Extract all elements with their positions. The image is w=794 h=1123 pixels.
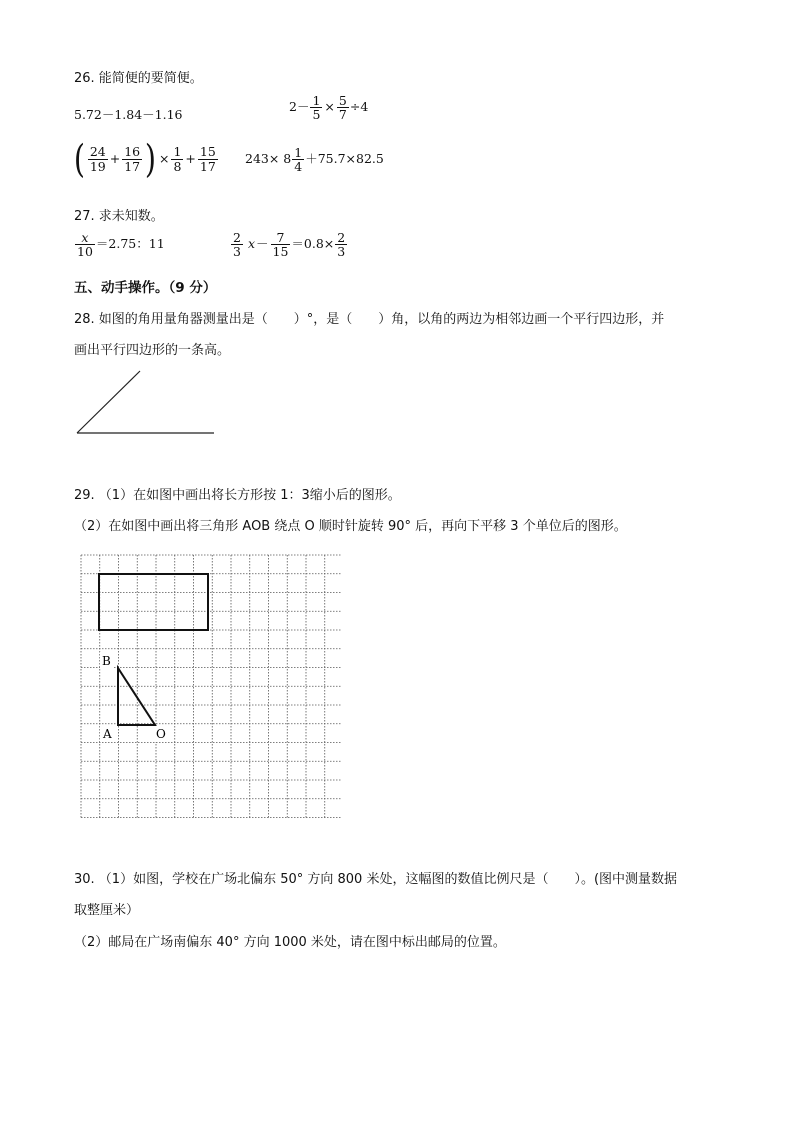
fraction: $\frac{1}{5}$ (312, 93, 321, 123)
q26-expression-4: 243× 8 $\frac{1}{4}$ ＋75.7×82.5 (245, 145, 384, 175)
fraction: $\frac{24}{19}$ (89, 144, 106, 174)
fraction: $\frac{2}{3}$ (233, 230, 241, 260)
q26-expression-1: 5.72－1.84－1.16 (74, 107, 183, 122)
fraction: $\frac{2}{3}$ (337, 230, 346, 260)
fraction: $\frac{1}{4}$ (294, 145, 303, 175)
q26-expression-2: 2－ $\frac{1}{5}$ × $\frac{5}{7}$ ÷4 (289, 93, 369, 123)
q27-equation-2: $\frac{2}{3}$ x－ $\frac{7}{15}$ ＝0.8× $\frac{2}{3}$ (233, 230, 346, 260)
grid-lines (81, 555, 341, 818)
fraction: $\frac{16}{17}$ (124, 144, 141, 174)
q28-text-line-2: 画出平行四边形的一条高。 (74, 343, 231, 358)
point-label-a: A (103, 727, 112, 741)
fraction: $\frac{1}{8}$ (173, 144, 182, 174)
q29-text-line-2: （2）在如图中画出将三角形 AOB 绕点 O 顺时针旋转 90° 后，再向下平移 3 个单位后的图形。 (74, 519, 627, 534)
fraction: $\frac{15}{17}$ (199, 144, 216, 174)
q28-text-line-1: 28. 如图的角用量角器测量出是（ ）°，是（ ）角，以角的两边为相邻边画一个平行四边形，并 (74, 312, 665, 327)
fraction: $\frac{7}{15}$ (272, 230, 289, 260)
fraction: $\frac{x}{10}$ (77, 230, 93, 260)
q30-text-line-3: （2）邮局在广场南偏东 40° 方向 1000 米处，请在图中标出邮局的位置。 (74, 935, 506, 950)
triangle-aob (118, 668, 155, 725)
q27-title: 27. 求未知数。 (74, 209, 164, 224)
q30-text-line-1: 30. （1）如图，学校在广场北偏东 50° 方向 800 米处，这幅图的数值比例尺是（ ）。(图中测量数据 (74, 872, 678, 887)
point-label-o: O (156, 727, 166, 741)
q26-expression-3: ( $\frac{24}{19}$ + $\frac{16}{17}$ ) × $\frac{1}{8}$ + $\frac{15}{17}$ (73, 137, 216, 181)
q30-text-line-2: 取整厘米） (74, 903, 140, 918)
q27-equation-1: $\frac{x}{10}$ ＝2.75：11 (77, 230, 165, 260)
section-heading: 五、动手操作。（9 分） (74, 280, 217, 296)
point-label-b: B (102, 654, 111, 668)
grid-figure (76, 550, 341, 825)
fraction: $\frac{5}{7}$ (338, 93, 347, 123)
q29-text-line-1: 29. （1）在如图中画出将长方形按 1：3缩小后的图形。 (74, 488, 401, 503)
q26-title: 26. 能简便的要简便。 (74, 71, 203, 86)
angle-figure (70, 365, 220, 440)
rectangle-shape (99, 574, 208, 630)
angle-side-slanted (77, 371, 140, 433)
